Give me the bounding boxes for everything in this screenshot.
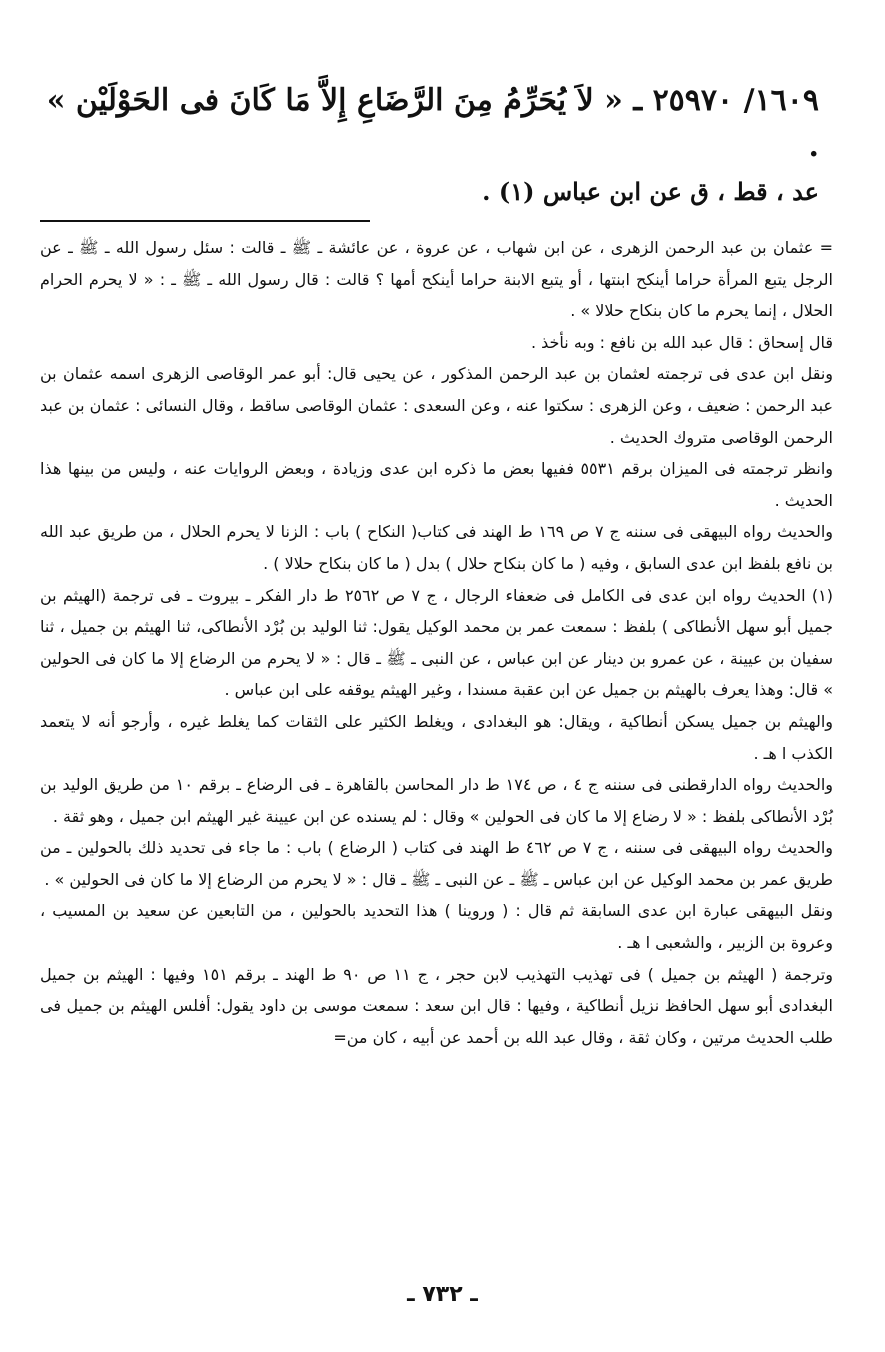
footnote-paragraph: ونقل ابن عدى فى ترجمته لعثمان بن عبد الرحمن المذكور ، عن يحيى قال: أبو عمر الوقاصى الزهرى اسمه عثمان بن عبد الرحمن : ضعيف ، وعن الزهرى : سكتوا عنه ، وعن السعدى : عثمان الوقاصى ساقط ، وقال النسائى : عثمان بن عبد الرحمن الوقاصى متروك الحديث . bbox=[40, 364, 833, 447]
footnote-paragraph: والهيثم بن جميل يسكن أنطاكية ، ويقال: هو البغدادى ، ويغلط الكثير على الثقات كما يغلط غيره ، وأرجو أنه لا يتعمد الكذب ا هـ . bbox=[40, 711, 833, 763]
footnote-paragraph: = عثمان بن عبد الرحمن الزهرى ، عن ابن شهاب ، عن عروة ، عن عائشة ـ ﷺ ـ قالت : سئل رسول الله ـ ﷺ ـ عن الرجل يتبع المرأة حراما أينكح ابنتها ، أو يتبع الابنة حراما أينكح أمها ؟ قالت : قال رسول الله ـ ﷺ ـ : « لا يحرم الحرام الحلال ، إنما يحرم ما كان بنكاح حلالا » . bbox=[40, 238, 833, 321]
footnote-paragraph: والحديث رواه الدارقطنى فى سننه ج ٤ ، ص ١٧٤ ط دار المحاسن بالقاهرة ـ فى الرضاع ـ برقم ١٠ من طريق الوليد بن بُرْد الأنطاكى بلفظ : « لا رضاع إلا ما كان فى الحولين » وقال : لم يسنده عن ابن عيينة غير الهيثم ابن جميل ، وهو ثقة . bbox=[40, 775, 834, 826]
footnote-paragraph: وانظر ترجمته فى الميزان برقم ٥٥٣١ ففيها بعض ما ذكره ابن عدى وزيادة ، وبعض الروايات عنه ، وليس من بينها هذا الحديث . bbox=[40, 459, 833, 510]
footnote-paragraph: والحديث رواه البيهقى فى سننه ، ج ٧ ص ٤٦٢ ط الهند فى كتاب ( الرضاع ) باب : ما جاء فى تحديد ذلك بالحولين ـ من طريق عمر بن محمد الوكيل عن ابن عباس ـ ﷺ ـ عن النبى ـ ﷺ ـ قال : « لا يحرم من الرضاع إلا ما كان فى الحولين » . bbox=[40, 838, 834, 889]
page-number: ـ ٧٣٢ ـ bbox=[407, 1282, 478, 1307]
footnote-separator bbox=[40, 220, 370, 222]
hadith-title: ١٦٠٩/ ٢٥٩٧٠ ـ « لاَ يُحَرِّمُ مِنَ الرَّضَاعِ إِلاَّ مَا كَانَ فى الحَوْلَيْن » . bbox=[46, 83, 819, 164]
footnotes bbox=[40, 232, 833, 1053]
hadith-source: عد ، قط ، ق عن ابن عباس (١) . bbox=[482, 177, 819, 206]
footnote-paragraph: والحديث رواه البيهقى فى سننه ج ٧ ص ١٦٩ ط الهند فى كتاب( النكاح ) باب : الزنا لا يحرم الحلال ، من طريق عبد الله بن نافع بلفظ ابن عدى السابق ، وفيه ( ما كان بنكاح حلال ) بدل ( ما كان بنكاح حلالا ) . bbox=[40, 522, 834, 573]
footnote-paragraph: ونقل البيهقى عبارة ابن عدى السابقة ثم قال : ( وروينا ) هذا التحديد بالحولين ، من التابعين عن سعيد بن المسيب ، وعروة بن الزبير ، والشعبى ا هـ . bbox=[40, 901, 833, 953]
footnote-paragraph: قال إسحاق : قال عبد الله بن نافع : وبه نأخذ . bbox=[530, 332, 833, 352]
footnote-paragraph: وترجمة ( الهيثم بن جميل ) فى تهذيب التهذيب لابن حجر ، ج ١١ ص ٩٠ ط الهند ـ برقم ١٥١ وفيها : الهيثم بن جميل البغدادى أبو سهل الحافظ نزيل أنطاكية ، وفيها : قال ابن سعد : سمعت موسى بن داود يقول: أفلس الهيثم بن جميل فى طلب الحديث مرتين ، وكان ثقة ، وقال عبد الله بن أحمد عن أبيه ، كان من= bbox=[40, 964, 833, 1047]
footnote-paragraph: (١) الحديث رواه ابن عدى فى الكامل فى ضعفاء الرجال ، ج ٧ ص ٢٥٦٢ ط دار الفكر ـ بيروت ـ فى ترجمة (الهيثم بن جميل أبو سهل الأنطاكى ) بلفظ : سمعت عمر بن محمد الوكيل يقول: ثنا الوليد بن بُرْد الأنطاكى، ثنا الهيثم بن جميل ، ثنا سفيان بن عيينة ، عن عمرو بن دينار عن ابن عباس ، عن النبى ـ ﷺ ـ قال : « لا يحرم من الرضاع إلا ما كان فى الحولين » قال: وهذا يعرف بالهيثم بن جميل عن ابن عقبة مسندا ، وغير الهيثم يوقفه على ابن عباس . bbox=[40, 585, 834, 700]
